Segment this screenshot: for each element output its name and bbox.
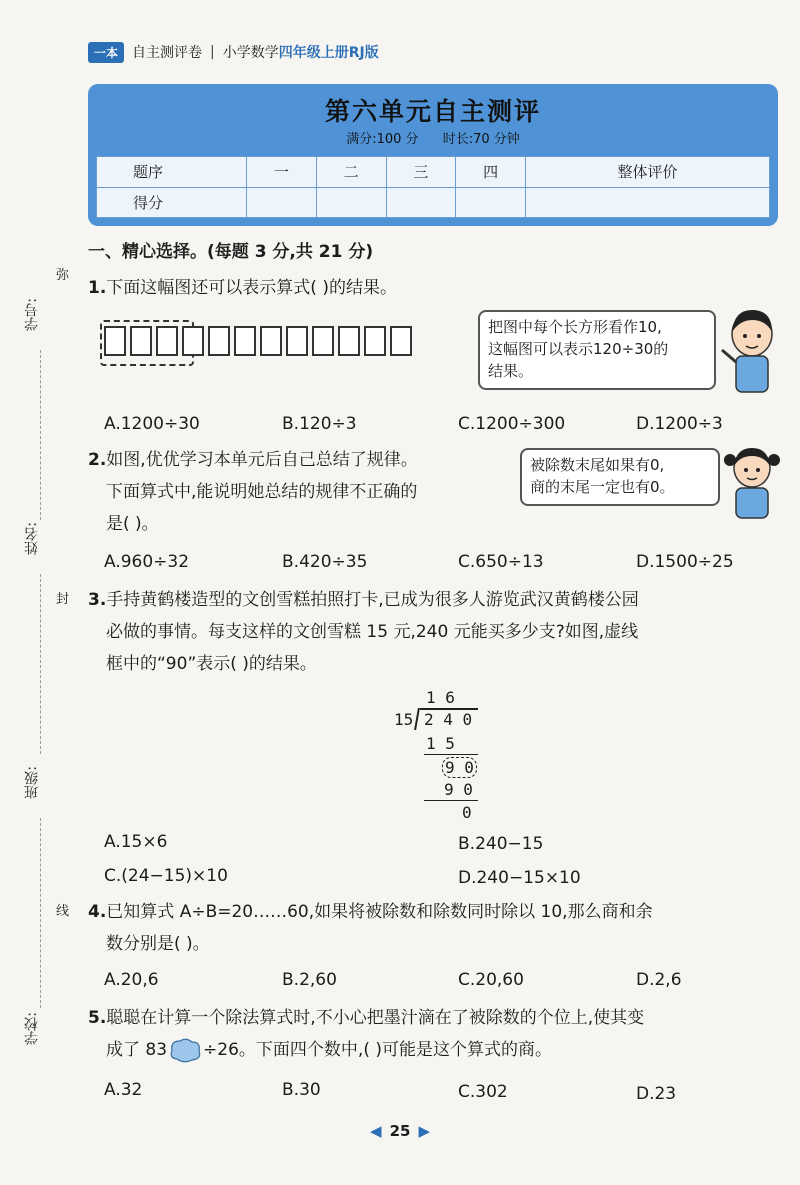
q3-option-a[interactable]: A.15×6 [104, 832, 168, 852]
next-page-icon: ▶ [418, 1122, 430, 1140]
q4-option-c[interactable]: C.20,60 [458, 970, 524, 990]
bubble-line: 被除数末尾如果有0, [530, 456, 665, 474]
class-field[interactable] [40, 818, 41, 1008]
title-panel [88, 84, 778, 226]
grade-label: 四年级上册RJ版 [278, 45, 379, 61]
question-text-line: 数分别是( )。 [106, 934, 210, 954]
q2-option-d[interactable]: D.1500÷25 [636, 552, 734, 572]
division-rule [424, 800, 478, 801]
division-remainder: 0 [462, 803, 472, 822]
question-1 [88, 272, 397, 304]
q2-option-a[interactable]: A.960÷32 [104, 552, 190, 572]
subject-name: 小学数学 [222, 45, 279, 61]
page-number [0, 1122, 800, 1140]
score-table-header: 一 [247, 157, 317, 188]
dashed-highlight-90: 9 0 [442, 757, 477, 778]
q1-option-a[interactable]: A.1200÷30 [104, 414, 200, 434]
q2-option-c[interactable]: C.650÷13 [458, 552, 544, 572]
full-score: 满分:100 分 [346, 132, 419, 147]
rectangle [390, 326, 412, 356]
rectangle [364, 326, 386, 356]
division-divisor: 15 [394, 710, 414, 729]
boy-illustration [718, 306, 780, 396]
score-table-header: 整体评价 [526, 157, 770, 188]
bubble-line: 商的末尾一定也有0。 [530, 478, 675, 496]
test-info [88, 128, 778, 147]
score-cell[interactable] [456, 187, 526, 218]
q4-option-a[interactable]: A.20,6 [104, 970, 159, 990]
section-heading: 一、精心选择。(每题 3 分,共 21 分) [88, 242, 374, 262]
rectangle [156, 326, 178, 356]
prev-page-icon: ◀ [370, 1122, 382, 1140]
speech-bubble-q2 [520, 448, 720, 506]
rectangle-row [104, 326, 416, 356]
rectangle [260, 326, 282, 356]
q1-option-d[interactable]: D.1200÷3 [636, 414, 723, 434]
name-label: 姓名: [24, 522, 40, 555]
score-cell[interactable] [316, 187, 386, 218]
score-table-header-row [97, 157, 770, 188]
score-table-header: 三 [386, 157, 456, 188]
school-label: 学校: [24, 1012, 40, 1045]
q3-option-d[interactable]: D.240−15×10 [458, 868, 581, 888]
question-text-line: 手持黄鹤楼造型的文创雪糕拍照打卡,已成为很多人游览武汉黄鹤楼公园 [106, 590, 639, 610]
bubble-line: 结果。 [488, 362, 534, 380]
rectangle [104, 326, 126, 356]
score-cell[interactable] [247, 187, 317, 218]
ink-blot-icon [168, 1037, 202, 1063]
speech-bubble-q1 [478, 310, 716, 390]
girl-illustration [724, 444, 780, 520]
page-header [88, 40, 379, 64]
score-table-header: 四 [456, 157, 526, 188]
division-bracket [414, 708, 420, 730]
rectangle [286, 326, 308, 356]
division-rule [424, 754, 478, 755]
q1-option-c[interactable]: C.1200÷300 [458, 414, 566, 434]
question-2 [88, 444, 528, 540]
rectangle [130, 326, 152, 356]
q5-option-a[interactable]: A.32 [104, 1080, 143, 1100]
score-row-label: 得分 [97, 187, 247, 218]
score-table-header: 题序 [97, 157, 247, 188]
q4-option-d[interactable]: D.2,6 [636, 970, 682, 990]
question-number: 4. [88, 902, 107, 922]
q5-option-b[interactable]: B.30 [282, 1080, 321, 1100]
header-divider: | [210, 44, 215, 60]
question-text-line: 下面算式中,能说明她总结的规律不正确的 [106, 482, 418, 502]
division-step-3: 9 0 [444, 780, 473, 799]
question-number: 3. [88, 590, 107, 610]
score-table-header: 二 [316, 157, 386, 188]
name-field[interactable] [40, 574, 41, 754]
rectangle [312, 326, 334, 356]
rectangle [182, 326, 204, 356]
score-cell[interactable] [386, 187, 456, 218]
bubble-line: 把图中每个长方形看作10, [488, 318, 662, 336]
page-number-value: 25 [389, 1122, 411, 1140]
question-text-line: 已知算式 A÷B=20……60,如果将被除数和除数同时除以 10,那么商和余 [106, 902, 653, 922]
rectangle [338, 326, 360, 356]
bubble-line: 这幅图可以表示120÷30的 [488, 340, 669, 358]
class-label: 班级: [24, 766, 40, 799]
series-name: 自主测评卷 [132, 45, 203, 61]
seal-mark-mi: 弥 [56, 268, 70, 283]
question-number: 1. [88, 278, 107, 298]
division-step-1: 1 5 [426, 734, 455, 753]
q5-option-c[interactable]: C.302 [458, 1082, 508, 1102]
score-table [96, 156, 770, 218]
long-division [390, 688, 490, 824]
question-text-part: 成了 83 [106, 1040, 168, 1060]
question-text: 下面这幅图还可以表示算式( )的结果。 [106, 278, 397, 298]
q5-option-d[interactable]: D.23 [636, 1084, 677, 1104]
question-5 [88, 1002, 788, 1066]
question-text-line: 必做的事情。每支这样的文创雪糕 15 元,240 元能买多少支?如图,虚线 [106, 622, 639, 642]
question-number: 5. [88, 1008, 107, 1028]
q2-option-b[interactable]: B.420÷35 [282, 552, 368, 572]
score-table-score-row [97, 187, 770, 218]
question-number: 2. [88, 450, 107, 470]
student-number-label: 学号: [24, 298, 40, 331]
question-3 [88, 584, 788, 680]
seal-mark-xian: 线 [56, 904, 70, 919]
division-quotient: 1 6 [426, 688, 455, 707]
seal-mark-feng: 封 [56, 592, 70, 607]
question-4 [88, 896, 788, 960]
rectangle [234, 326, 256, 356]
rectangle [208, 326, 230, 356]
score-cell[interactable] [526, 187, 770, 218]
question-text-line: 是( )。 [106, 514, 159, 534]
question-text-line: 如图,优优学习本单元后自己总结了规律。 [106, 450, 418, 470]
question-text-line: 聪聪在计算一个除法算式时,不小心把墨汁滴在了被除数的个位上,使其变 [106, 1008, 645, 1028]
duration: 时长:70 分钟 [442, 132, 520, 147]
test-title: 第六单元自主测评 [324, 97, 541, 126]
q4-option-b[interactable]: B.2,60 [282, 970, 337, 990]
division-dividend: 2 4 0 [424, 710, 473, 729]
question-text-line: 框中的“90”表示( )的结果。 [106, 654, 317, 674]
q3-option-b[interactable]: B.240−15 [458, 834, 544, 854]
student-number-field[interactable] [40, 350, 41, 520]
q3-option-c[interactable]: C.(24−15)×10 [104, 866, 228, 886]
brand-logo: 一本 [88, 42, 124, 63]
q1-option-b[interactable]: B.120÷3 [282, 414, 357, 434]
question-text-part: ÷26。下面四个数中,( )可能是这个算式的商。 [203, 1040, 552, 1060]
